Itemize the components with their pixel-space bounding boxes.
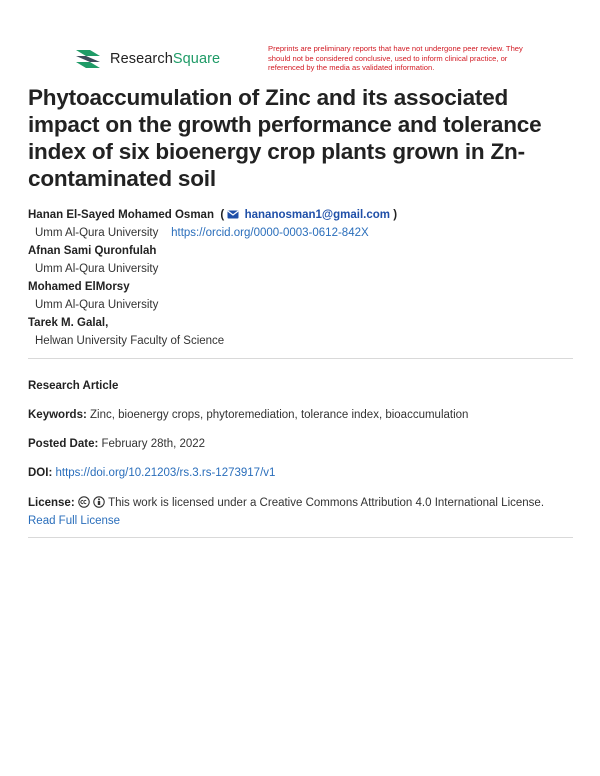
author-affiliation: Umm Al-Qura University [35,299,159,311]
keywords-line [28,406,573,424]
author-affiliation: Helwan University Faculty of Science [35,335,225,347]
author-name: Afnan Sami Quronfulah [28,245,157,257]
by-icon [93,496,105,508]
cc-icon [78,496,90,508]
keywords-value: Zinc, bioenergy crops, phytoremediation, tolerance index, bioaccumulation [90,409,469,421]
logo-text: ResearchSquare [110,51,221,67]
author-entry [28,278,573,314]
mail-icon [227,210,239,219]
author-list [28,206,573,350]
license-block [28,494,573,530]
email-close-paren: ) [393,209,398,221]
doi-link[interactable]: https://doi.org/10.21203/rs.3.rs-1273917/v1 [55,467,276,479]
doi-label: DOI: [28,467,53,479]
research-square-logo[interactable] [74,48,220,70]
paper-title: Phytoaccumulation of Zinc and its associated impact on the growth performance and tolerance index of six bioenergy crop plants grown in Zn-contaminated soil [28,85,542,191]
posted-date-line [28,435,573,453]
keywords-label: Keywords: [28,409,87,421]
posted-date-value: February 28th, 2022 [101,438,206,450]
license-text: This work is licensed under a Creative Commons Attribution 4.0 International License. [108,497,545,509]
license-label: License: [28,497,75,509]
doi-line [28,464,573,482]
posted-date-label: Posted Date: [28,438,99,450]
author-name: Hanan El-Sayed Mohamed Osman [28,209,214,221]
author-entry [28,242,573,278]
author-entry [28,206,573,242]
author-entry [28,314,573,350]
orcid-link[interactable]: https://orcid.org/0000-0003-0612-842X [171,227,369,239]
author-email-link[interactable]: hananosman1@gmail.com [244,209,391,221]
section-divider [28,537,573,538]
preprint-notice: Preprints are preliminary reports that have not undergone peer review. They should not be considered conclusive, used to inform clinical practice, or referenced by the media as validated information. [268,44,523,72]
author-name: Tarek M. Galal, [28,317,109,329]
author-affiliation: Umm Al-Qura University [35,263,159,275]
author-affiliation: Umm Al-Qura University [35,227,159,239]
email-open-paren: ( [220,209,225,221]
author-name: Mohamed ElMorsy [28,281,130,293]
read-full-license-link[interactable]: Read Full License [28,515,121,527]
research-square-logo-icon [74,48,102,70]
section-divider [28,358,573,359]
article-type: Research Article [28,380,119,392]
